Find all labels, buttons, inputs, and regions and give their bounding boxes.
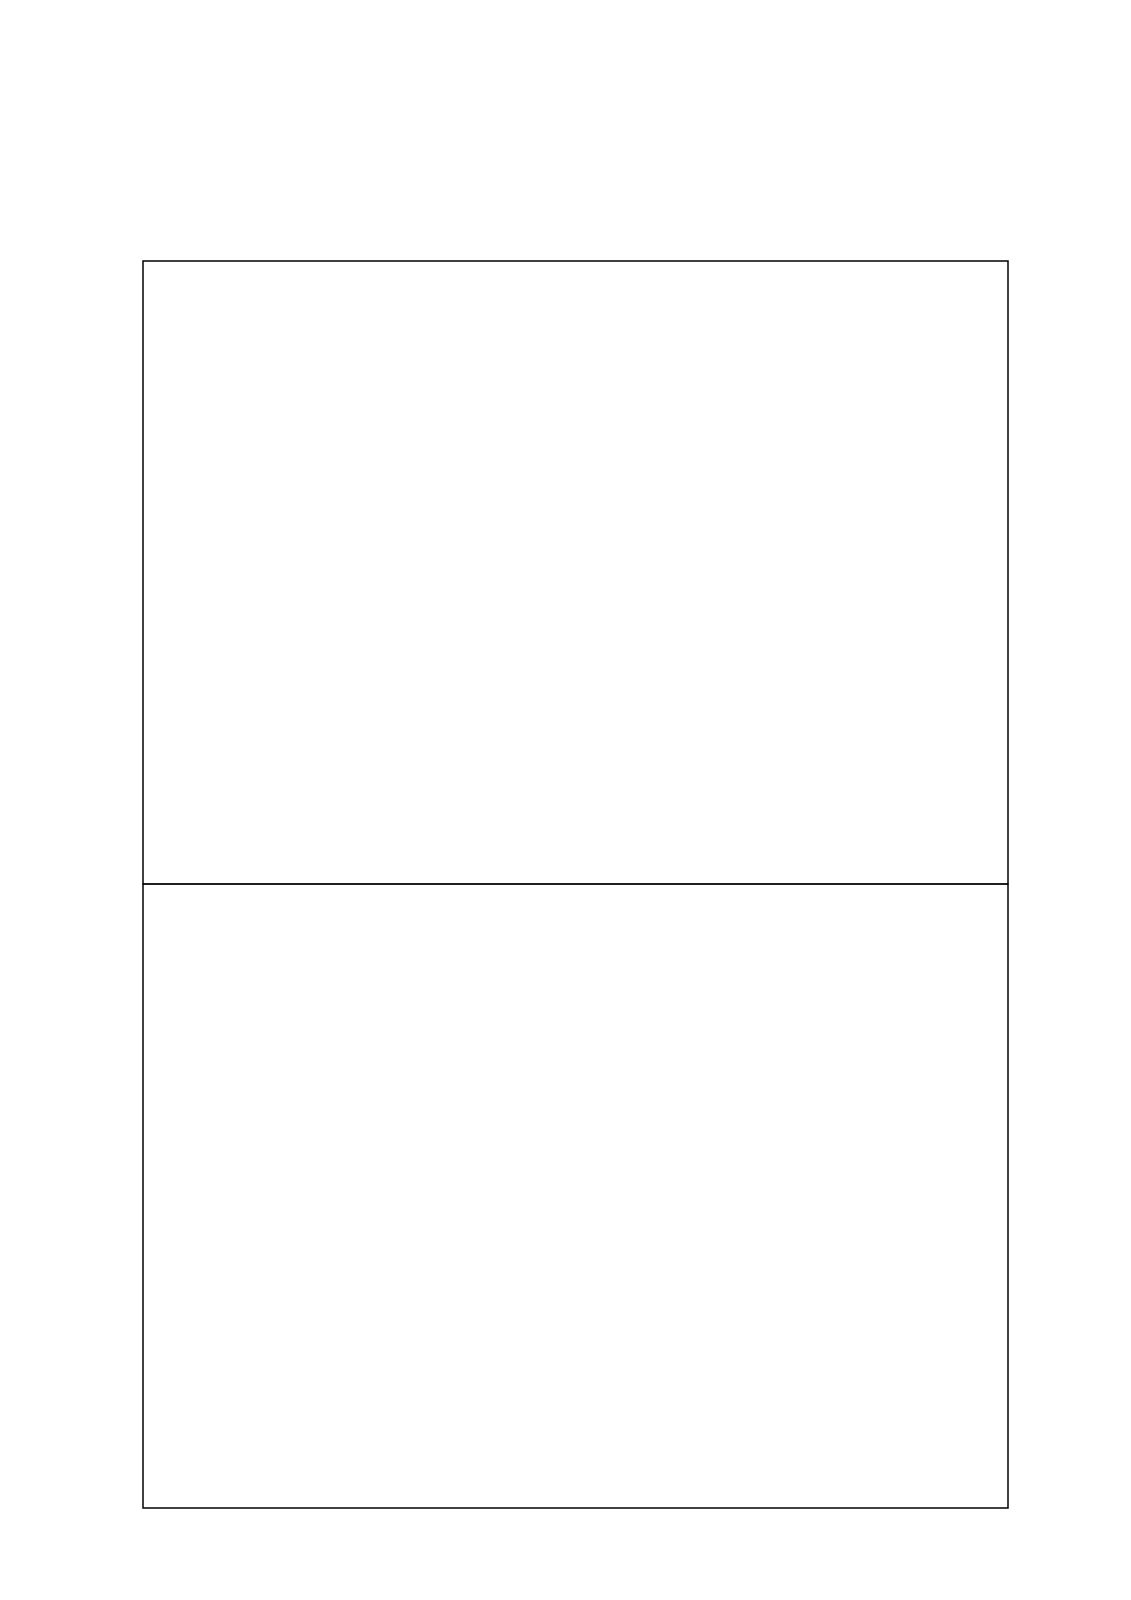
magnetic-field-panel bbox=[143, 261, 1008, 884]
bottom-plot-frame bbox=[143, 884, 1008, 1508]
top-plot-frame bbox=[143, 261, 1008, 884]
location-panel bbox=[143, 884, 1008, 1508]
